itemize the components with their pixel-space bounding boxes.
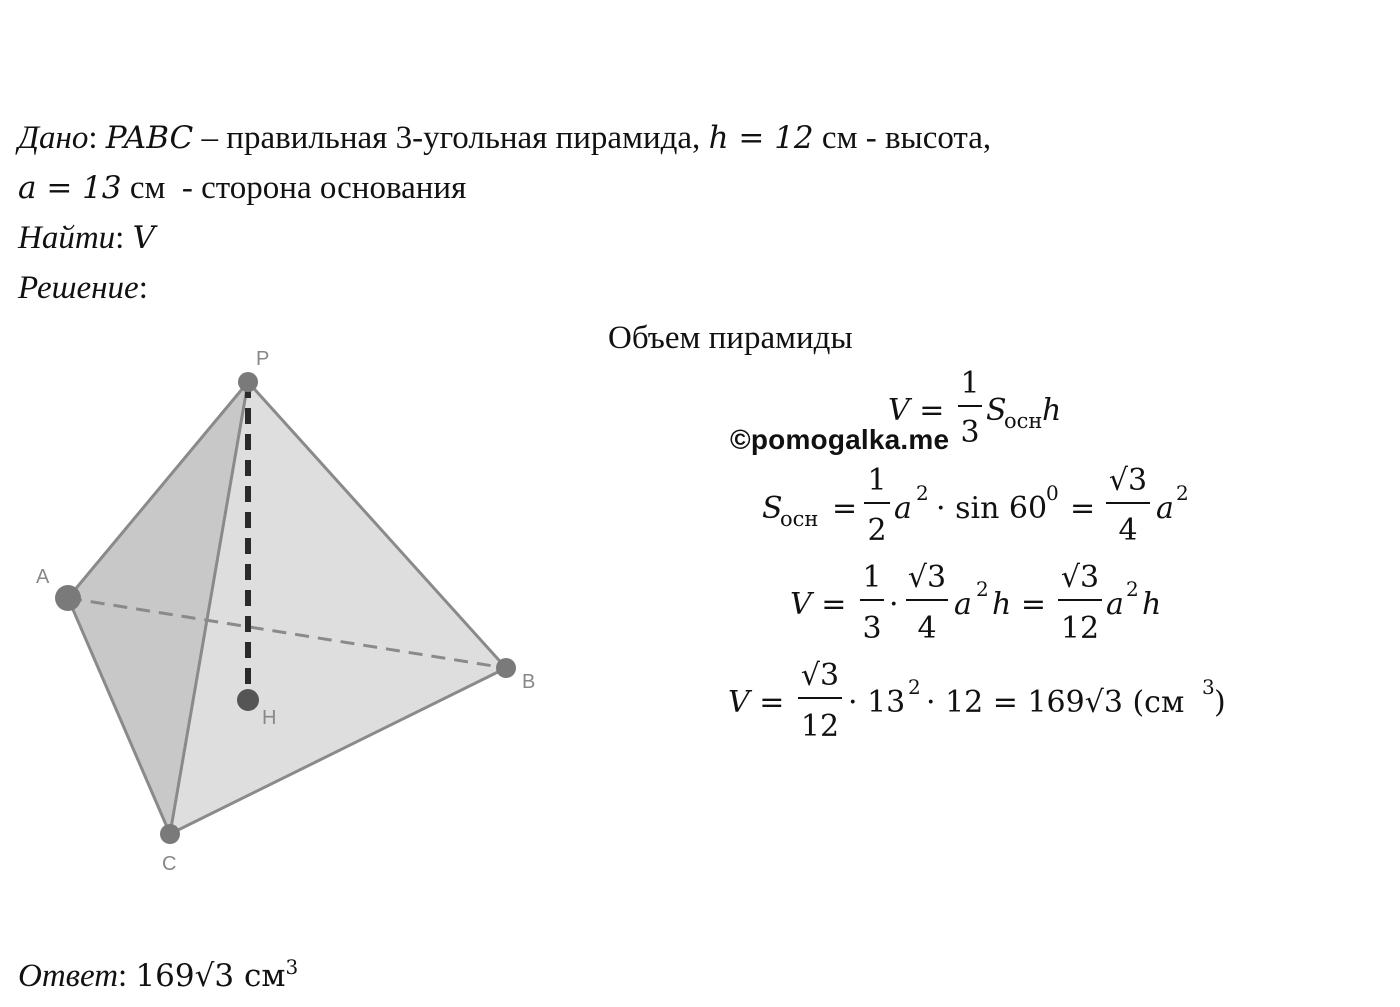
f2-degree: 0 bbox=[1046, 481, 1059, 505]
point-b bbox=[496, 658, 516, 678]
formula-volume-numeric bbox=[728, 658, 1226, 744]
f3-dot: · bbox=[889, 587, 899, 622]
find-line: Найти: V bbox=[18, 220, 155, 256]
f4-exp1: 2 bbox=[908, 675, 921, 699]
formula-base-area bbox=[762, 463, 1189, 548]
f3-den2: 4 bbox=[917, 611, 937, 646]
f2-s: S bbox=[762, 491, 783, 526]
point-p bbox=[238, 372, 258, 392]
label-p: P bbox=[256, 348, 270, 370]
f3-den3: 12 bbox=[1060, 611, 1100, 646]
f1-lhs: V = bbox=[888, 393, 945, 428]
f3-exp1: 2 bbox=[976, 577, 989, 601]
f4-m2: · 12 = 169√3 (см bbox=[926, 685, 1185, 720]
point-a bbox=[55, 585, 81, 611]
f3-num3: √3 bbox=[1060, 560, 1100, 595]
f1-subscript: осн bbox=[1004, 409, 1043, 433]
watermark: ©pomogalka.me bbox=[730, 424, 950, 455]
f3-a: a bbox=[954, 587, 972, 622]
f2-eq2: = bbox=[1070, 491, 1096, 526]
f3-h2: h bbox=[1142, 587, 1162, 622]
f4-num: √3 bbox=[800, 658, 840, 693]
label-b: B bbox=[522, 671, 536, 693]
label-a: A bbox=[36, 566, 50, 588]
f2-den1: 2 bbox=[867, 513, 887, 548]
find-value: V bbox=[132, 220, 155, 256]
f4-m1: · 13 bbox=[848, 685, 906, 720]
f2-subscript: осн bbox=[780, 507, 819, 531]
f4-lhs: V = bbox=[728, 685, 785, 720]
answer-line: Ответ: 169√3 $см^3$ bbox=[18, 955, 299, 994]
given-line-1: Дано: PABC – правильная 3-угольная пирамида, h = 12 см - высота, bbox=[18, 120, 992, 156]
pyramid-name: PABC bbox=[105, 120, 194, 156]
f2-num2: √3 bbox=[1108, 463, 1148, 498]
height-expression: h = 12 bbox=[708, 120, 814, 156]
f4-den: 12 bbox=[800, 709, 840, 744]
given-label: Дано bbox=[18, 120, 89, 156]
pyramid-description: – правильная 3-угольная пирамида, bbox=[193, 120, 709, 156]
f2-a: a bbox=[894, 491, 912, 526]
solution-label: Решение bbox=[18, 270, 139, 306]
f2-num1: 1 bbox=[867, 463, 887, 498]
f3-a2: a bbox=[1106, 587, 1124, 622]
side-description: - сторона основания bbox=[165, 170, 467, 206]
side-unit: см bbox=[121, 170, 166, 206]
answer-exponent: 3 bbox=[285, 955, 299, 979]
answer-label: Ответ bbox=[18, 958, 119, 994]
formula-volume-general bbox=[790, 560, 1161, 646]
find-label: Найти bbox=[18, 220, 116, 256]
f1-tail: h bbox=[1042, 393, 1062, 428]
f2-exp2: 2 bbox=[1176, 481, 1189, 505]
height-description: - высота, bbox=[857, 120, 992, 156]
f2-exp1: 2 bbox=[916, 481, 929, 505]
f3-num2: √3 bbox=[907, 560, 947, 595]
f3-exp2: 2 bbox=[1126, 577, 1139, 601]
point-c bbox=[160, 824, 180, 844]
f3-den1: 3 bbox=[862, 611, 882, 646]
f2-eq1: = bbox=[832, 491, 858, 526]
f4-close: ) bbox=[1214, 685, 1226, 720]
label-c: C bbox=[162, 853, 177, 875]
height-unit: см bbox=[813, 120, 858, 156]
f2-a2: a bbox=[1156, 491, 1174, 526]
f1-s: S bbox=[986, 393, 1007, 428]
f2-den2: 4 bbox=[1118, 513, 1138, 548]
f4-exp2: 3 bbox=[1202, 675, 1215, 699]
f1-numerator: 1 bbox=[960, 366, 980, 401]
f2-mid: · sin 60 bbox=[936, 491, 1048, 526]
point-h bbox=[237, 689, 259, 711]
f3-lhs: V = bbox=[790, 587, 847, 622]
f3-num1: 1 bbox=[862, 560, 882, 595]
side-expression: a = 13 bbox=[18, 170, 122, 206]
formula-heading: Объем пирамиды bbox=[608, 320, 853, 356]
solution-line: Решение: bbox=[18, 270, 148, 306]
label-h: H bbox=[262, 707, 277, 729]
f3-h: h = bbox=[992, 587, 1046, 622]
f1-denominator: 3 bbox=[960, 415, 980, 450]
answer-value: 169√3 см bbox=[135, 958, 286, 994]
